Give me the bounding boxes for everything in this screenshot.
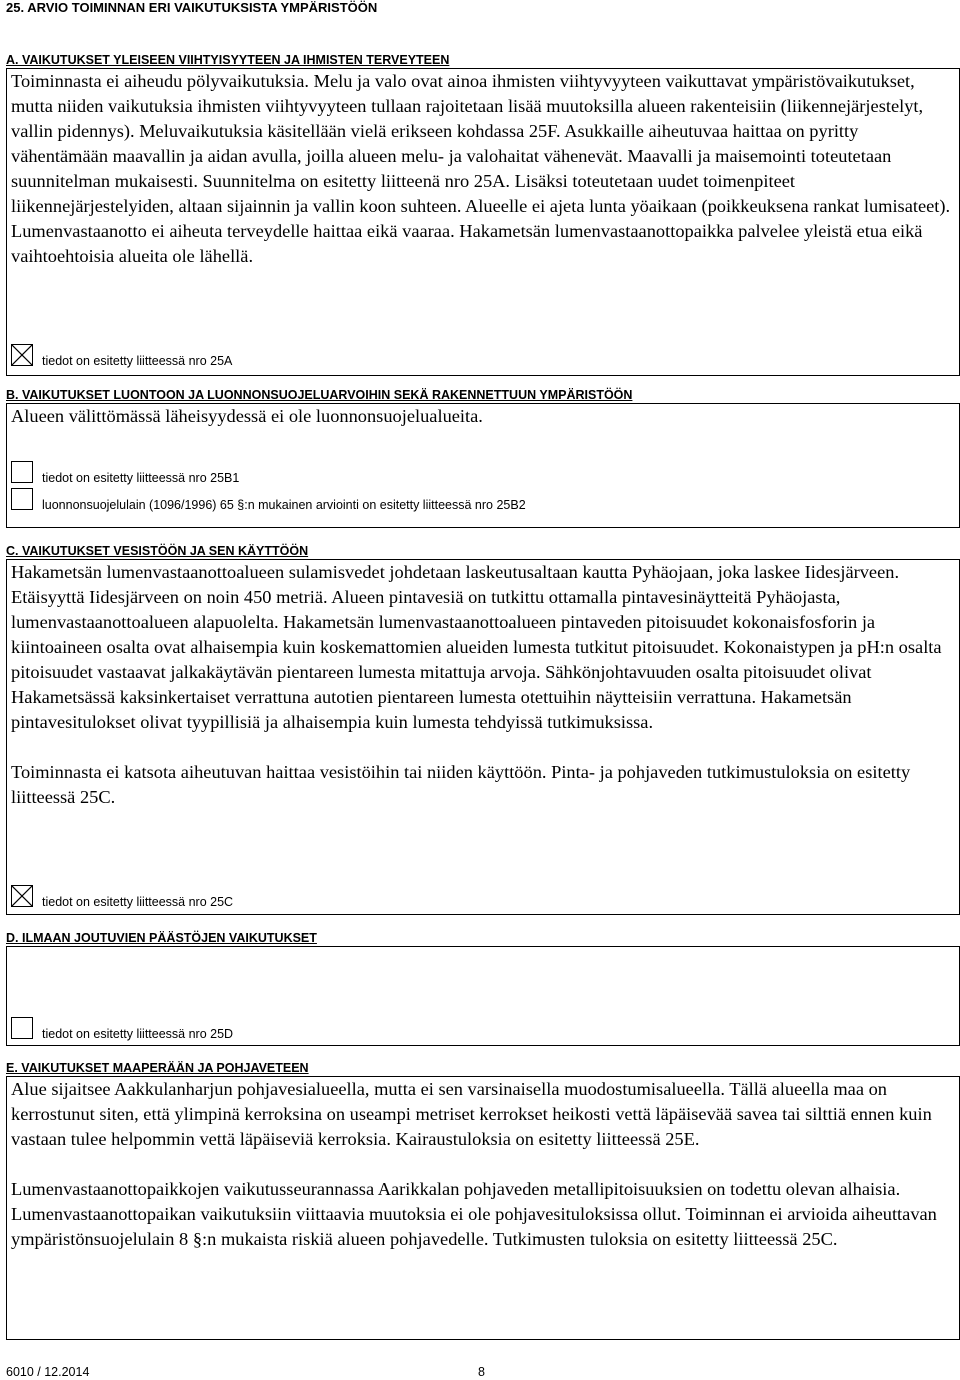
section-a-heading: A. VAIKUTUKSET YLEISEEN VIIHTYISYYTEEN JA IHMISTEN TERVEYTEEN — [6, 53, 450, 67]
checkmark-x-icon — [12, 345, 32, 365]
attachment-25a-label: tiedot on esitetty liitteessä nro 25A — [42, 354, 233, 368]
attachment-25a-row — [11, 344, 232, 366]
page-title: 25. ARVIO TOIMINNAN ERI VAIKUTUKSISTA YMPÄRISTÖÖN — [6, 0, 378, 15]
section-a-box[interactable] — [6, 68, 960, 376]
section-e-paragraph-1: Alue sijaitsee Aakkulanharjun pohjavesialueella, mutta ei sen varsinaisella muodostumisalueella. Tällä alueella maa on kerrostunut siten, että ylimpinä kerroksina on useampi metriset kerrokset heikosti vettä läpäisevää savea tai silttiä ennen kuin vastaan tulee helpommin vettä läpäiseviä kerroksia. Kairaustuloksia on esitetty liitteessä 25E. — [11, 1079, 932, 1149]
attachment-25c-label: tiedot on esitetty liitteessä nro 25C — [42, 895, 234, 909]
attachment-25d-row — [11, 1017, 233, 1039]
attachment-25a-checkbox[interactable] — [11, 344, 33, 366]
attachment-25b2-row — [11, 488, 526, 510]
section-d-heading: D. ILMAAN JOUTUVIEN PÄÄSTÖJEN VAIKUTUKSET — [6, 931, 317, 945]
section-c — [6, 543, 960, 915]
section-a — [6, 52, 960, 376]
attachment-25b2-checkbox[interactable] — [11, 488, 33, 510]
section-d — [6, 930, 960, 1046]
section-e-paragraph-2: Lumenvastaanottopaikkojen vaikutusseurannassa Aarikkalan pohjaveden metallipitoisuuksien on todettu olevan alhaisia. Lumenvastaanottopaikan vaikutuksiin viittaavia muutoksia ei ole pohjavesituloksissa ollut. Toiminnan ei arvioida aiheuttavan ympäristönsuojelulain 8 §:n mukaista riskiä alueen pohjavedelle. Tutkimusten tuloksia on esitetty liitteessä 25C. — [11, 1179, 937, 1249]
attachment-25c-row — [11, 885, 233, 907]
section-c-box[interactable] — [6, 559, 960, 915]
checkmark-x-icon — [12, 886, 32, 906]
attachment-25b1-row — [11, 461, 239, 483]
form-code: 6010 / 12.2014 — [6, 1365, 90, 1379]
attachment-25b1-label: tiedot on esitetty liitteessä nro 25B1 — [42, 471, 240, 485]
section-c-paragraph-2: Toiminnasta ei katsota aiheutuvan haittaa vesistöihin tai niiden käyttöön. Pinta- ja pohjaveden tutkimustuloksia on esitetty liitteessä 25C. — [11, 762, 911, 807]
attachment-25b1-checkbox[interactable] — [11, 461, 33, 483]
attachment-25b2-label: luonnonsuojelulain (1096/1996) 65 §:n mukainen arviointi on esitetty liitteessä nro 25B2 — [42, 498, 526, 512]
section-b-paragraph: Alueen välittömässä läheisyydessä ei ole luonnonsuojelualueita. — [11, 406, 483, 426]
section-b-box[interactable] — [6, 403, 960, 528]
attachment-25d-checkbox[interactable] — [11, 1017, 33, 1039]
section-c-heading: C. VAIKUTUKSET VESISTÖÖN JA SEN KÄYTTÖÖN — [6, 544, 309, 558]
section-c-paragraph-1: Hakametsän lumenvastaanottoalueen sulamisvedet johdetaan laskeutusaltaan kautta Pyhäojaan, joka laskee Iidesjärveen. Etäisyyttä Iidesjärveen on noin 450 metriä. Alueen pintavesiä on tutkittu ottamalla pintavesinäytteitä Pyhäojasta, lumenvastaanottoalueen alapuolelta. Hakametsän lumenvastaanottoalueen pintaveden pitoisuudet kokonaisfosforin ja kiintoaineen osalta ovat alhaisempia kuin koskemattomien alueiden lumesta tutkitut pitoisuudet. Kokonaistypen ja pH:n osalta pitoisuudet vastaavat jalkakäytävän pientareen lumesta mitattuja arvoja. Sähkönjohtavuuden osalta pitoisuudet olivat Hakametsässä kaksinkertaiset verrattuna autotien pientareen lumesta otettuihin näytteisiin verrattuna. Hakametsän pintavesitulokset olivat tyypillisiä ja alhaisempia kuin lumesta tehdyissä tutkimuksissa. — [11, 562, 942, 732]
section-e-box[interactable] — [6, 1076, 960, 1340]
section-b-heading: B. VAIKUTUKSET LUONTOON JA LUONNONSUOJELUARVOIHIN SEKÄ RAKENNETTUUN YMPÄRISTÖÖN — [6, 388, 633, 402]
section-e-heading: E. VAIKUTUKSET MAAPERÄÄN JA POHJAVETEEN — [6, 1061, 309, 1075]
section-a-paragraph: Toiminnasta ei aiheudu pölyvaikutuksia. Melu ja valo ovat ainoa ihmisten viihtyvyyteen vaikuttavat ympäristövaikutukset, mutta niiden vaikutuksia ihmisten viihtyvyyteen tullaan rajoitetaan lisää muutoksilla alueen rakenteisiin (liikennejärjestelyt, vallin pidennys). Meluvaikutuksia käsitellään vielä erikseen kohdassa 25F. Asukkaille aiheutuvaa haittaa on pyritty vähentämään maavallin ja aidan avulla, joilla alueen melu- ja valohaitat vähenevät. Maavalli ja maisemointi toteutetaan suunnitelman mukaisesti. Suunnitelma on esitetty liitteenä nro 25A. Lisäksi toteutetaan uudet toimenpiteet liikennejärjestelyiden, altaan sijainnin ja vallin koon suhteen. Alueelle ei ajeta lunta yöaikaan (poikkeuksena rankat lumisateet). Lumenvastaanotto ei aiheuta terveydelle haittaa eikä vaaraa. Hakametsän lumenvastaanottopaikka palvelee yleistä etua eikä vaihtoehtoisia alueita ole lähellä. — [11, 71, 951, 266]
section-e — [6, 1060, 960, 1340]
page-number: 8 — [478, 1365, 485, 1379]
section-d-box[interactable] — [6, 946, 960, 1046]
attachment-25d-label: tiedot on esitetty liitteessä nro 25D — [42, 1027, 234, 1041]
attachment-25c-checkbox[interactable] — [11, 885, 33, 907]
section-b — [6, 387, 960, 528]
